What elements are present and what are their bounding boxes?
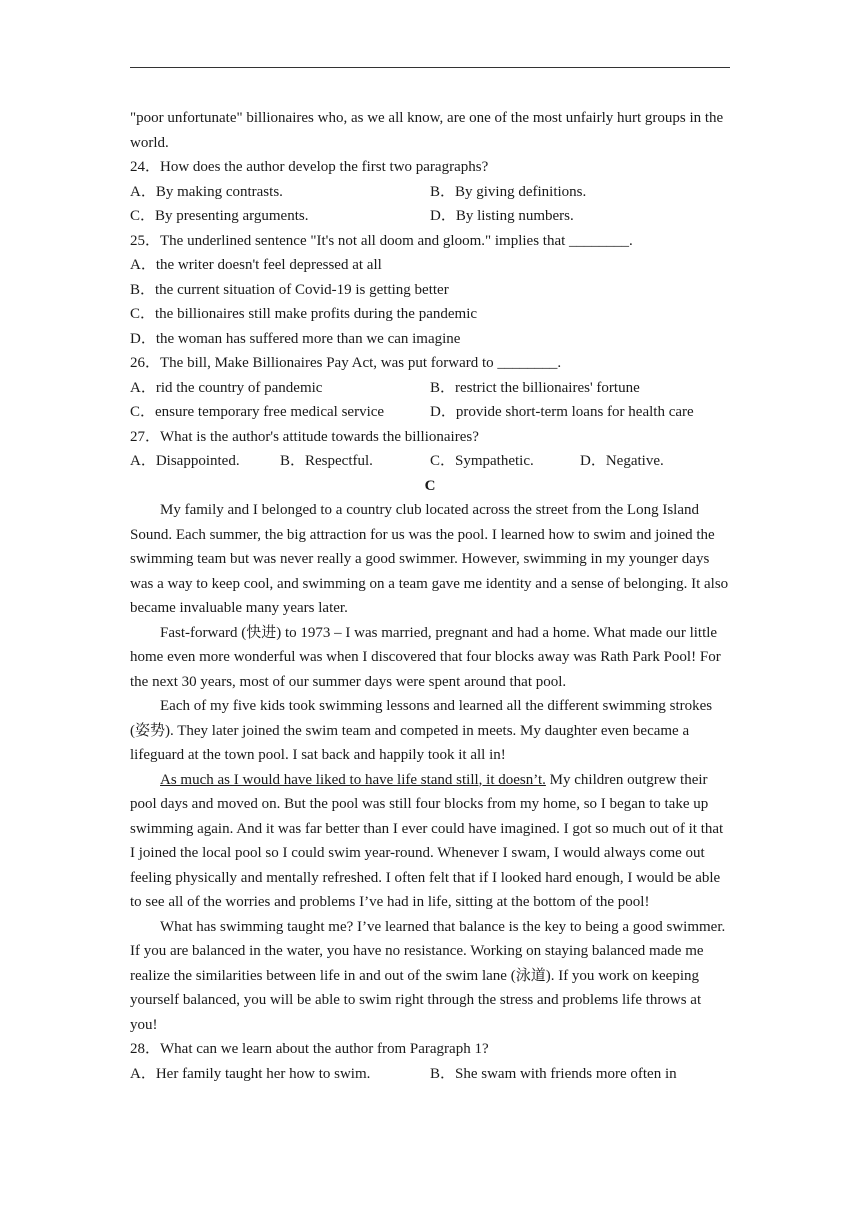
- option-a[interactable]: A．By making contrasts.: [130, 183, 283, 200]
- option-d[interactable]: D．Negative.: [580, 453, 664, 469]
- question-28-options-row-1: [130, 1062, 730, 1087]
- question-26-options-row-1: [130, 376, 730, 401]
- document-page: [130, 106, 730, 1086]
- option-c[interactable]: C．By presenting arguments.: [130, 208, 309, 224]
- question-26-stem: 26．The bill, Make Billionaires Pay Act, was put forward to ________.: [130, 355, 562, 371]
- option-a[interactable]: A．rid the country of pandemic: [130, 379, 323, 396]
- intro-text: "poor unfortunate" billionaires who, as we all know, are one of the most unfairly hurt groups in the world.: [130, 110, 724, 151]
- option-a[interactable]: A．Her family taught her how to swim.: [130, 1065, 371, 1082]
- option-b[interactable]: B．By giving definitions.: [430, 183, 587, 200]
- paragraph-4-rest: My children outgrew their pool days and moved on. But the pool was still four blocks from my home, so I began to take up swimming again. And it was far better than I ever could have imagined. I got so much out of it that I joined the local pool so I could swim year-round. Whenever I swam, I would always come out feeling physically and mentally refreshed. I often felt that if I looked hard enough, I would be able to see all of the worries and problems I’ve had in life, sitting at the bottom of the pool!: [130, 771, 724, 910]
- underlined-sentence: As much as I would have liked to have life stand still, it doesn’t.: [160, 771, 546, 788]
- option-a[interactable]: A．Disappointed.: [130, 453, 240, 469]
- passage-paragraph-3: Each of my five kids took swimming lessons and learned all the different swimming strokes (姿势). They later joined the swim team and competed in meets. My daughter even became a lifeguard at the town pool. I sat back and happily took it all in!: [130, 698, 713, 763]
- question-26-options-row-2: [130, 400, 730, 425]
- option-c[interactable]: C．ensure temporary free medical service: [130, 404, 385, 420]
- question-28-stem: 28．What can we learn about the author from Paragraph 1?: [130, 1041, 489, 1057]
- option-b[interactable]: B．Respectful.: [280, 453, 373, 469]
- passage-paragraph-2: Fast-forward (快进) to 1973 – I was married, pregnant and had a home. What made our little home even more wonderful was when I discovered that four blocks away was Rath Park Pool! For the next 30 years, most of our summer days were spent around that pool.: [130, 624, 721, 690]
- question-24-stem: 24．How does the author develop the first two paragraphs?: [130, 159, 489, 175]
- section-heading: C: [424, 477, 436, 494]
- option-d[interactable]: D．the woman has suffered more than we can imagine: [130, 330, 461, 347]
- question-27-options: [130, 449, 730, 474]
- passage-paragraph-5: What has swimming taught me? I’ve learned that balance is the key to being a good swimmer. If you are balanced in the water, you have no resistance. Working on staying balanced made me realize the similarities between life in and out of the swim lane (泳道). If you work on keeping yourself balanced, you will be able to swim right through the stress and problems life throws at you!: [130, 918, 726, 1033]
- passage-paragraph-1: My family and I belonged to a country club located across the street from the Long Island Sound. Each summer, the big attraction for us was the pool. I learned how to swim and joined the swimming team but was never really a good swimmer. However, swimming in my younger days was a way to keep cool, and swimming on a team gave me identity and a sense of belonging. It also became invaluable many years later.: [130, 502, 729, 616]
- option-d[interactable]: D．provide short-term loans for health care: [430, 404, 694, 420]
- option-b[interactable]: B．restrict the billionaires' fortune: [430, 379, 640, 396]
- option-c[interactable]: C．Sympathetic.: [430, 453, 534, 469]
- option-b[interactable]: B．the current situation of Covid-19 is getting better: [130, 281, 449, 298]
- question-27-stem: 27．What is the author's attitude towards the billionaires?: [130, 428, 479, 445]
- header-rule: [130, 67, 730, 68]
- option-b[interactable]: B．She swam with friends more often in: [430, 1065, 677, 1082]
- passage-paragraph-4: [130, 768, 730, 915]
- question-24-options-row-2: [130, 204, 730, 229]
- option-d[interactable]: D．By listing numbers.: [430, 208, 574, 224]
- question-25-stem: 25．The underlined sentence "It's not all doom and gloom." implies that ________.: [130, 232, 633, 249]
- option-c[interactable]: C．the billionaires still make profits during the pandemic: [130, 306, 478, 322]
- option-a[interactable]: A．the writer doesn't feel depressed at all: [130, 257, 382, 273]
- question-24-options-row-1: [130, 180, 730, 205]
